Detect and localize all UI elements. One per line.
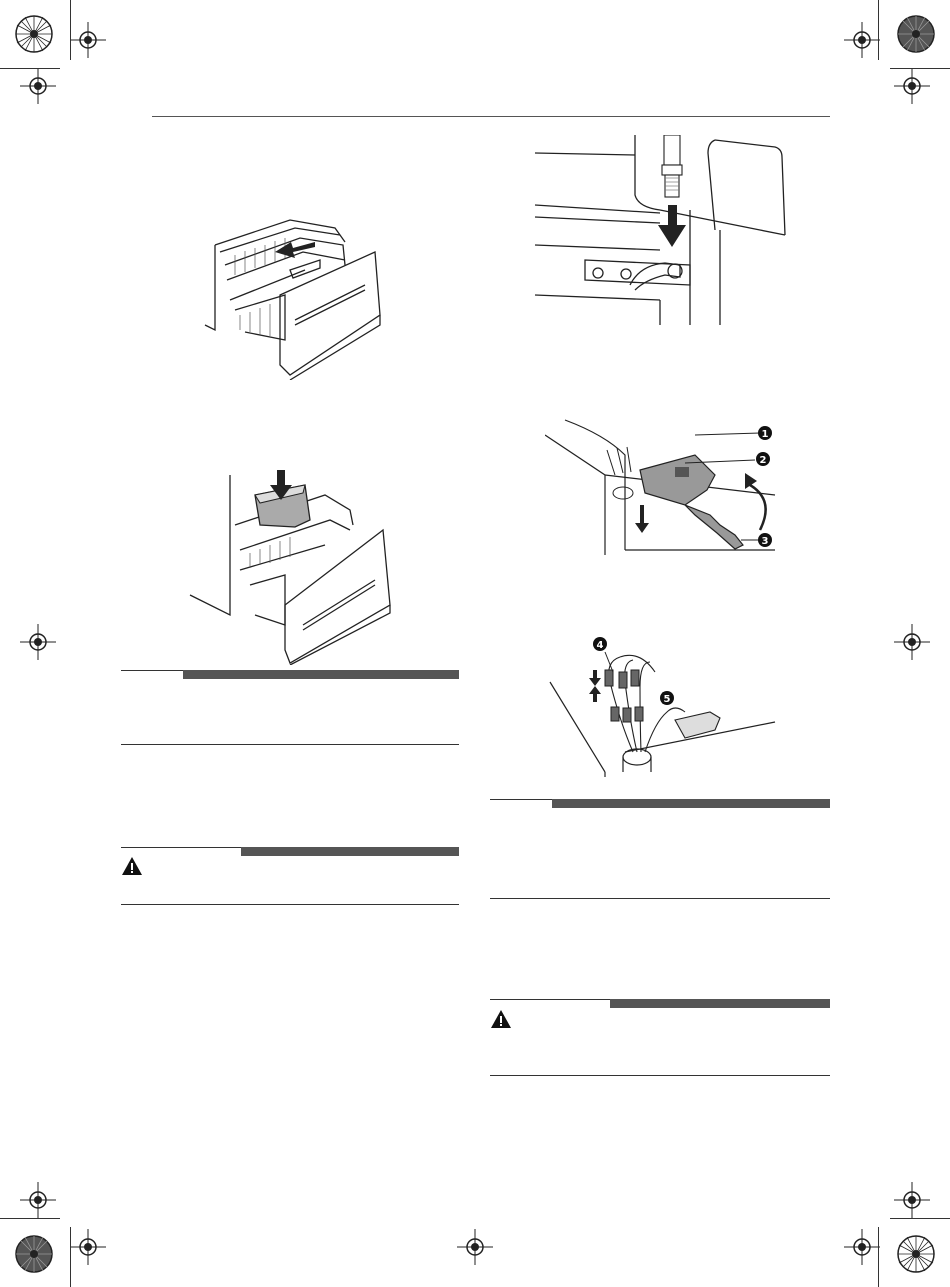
figure-hinge-cover [545, 415, 785, 560]
crop-line [70, 1227, 71, 1287]
callout-5: 5 [663, 694, 671, 705]
figure-water-line-connect [530, 135, 790, 330]
crosshair-mark-icon [70, 22, 106, 58]
note-section-bar [490, 799, 830, 809]
section-divider [121, 744, 459, 745]
crosshair-mark-icon [20, 1182, 56, 1218]
callout-3: 3 [761, 536, 769, 547]
section-divider [490, 1075, 830, 1076]
registration-rosette-icon [14, 14, 54, 54]
crosshair-mark-icon [20, 624, 56, 660]
crop-line [0, 68, 60, 69]
crop-line [878, 1227, 879, 1287]
warning-section-bar [121, 847, 459, 857]
figure-wire-connectors [545, 632, 780, 777]
crop-line [70, 0, 71, 60]
crosshair-mark-icon [70, 1229, 106, 1265]
warning-triangle-icon [121, 856, 143, 876]
warning-triangle-icon [490, 1009, 512, 1029]
crosshair-mark-icon [894, 624, 930, 660]
crop-line [0, 1218, 60, 1219]
crosshair-mark-icon [457, 1229, 493, 1265]
registration-rosette-icon [896, 14, 936, 54]
crop-line [890, 68, 950, 69]
figure-ice-bin-insert [185, 465, 395, 665]
section-divider [490, 898, 830, 899]
warning-section-bar [490, 999, 830, 1009]
registration-rosette-icon [14, 1234, 54, 1274]
crosshair-mark-icon [20, 68, 56, 104]
section-divider [121, 904, 459, 905]
callout-4: 4 [596, 640, 604, 651]
callout-2: 2 [759, 455, 767, 466]
crosshair-mark-icon [844, 1229, 880, 1265]
note-section-bar [121, 670, 459, 680]
callout-1: 1 [761, 429, 769, 440]
crosshair-mark-icon [844, 22, 880, 58]
registration-rosette-icon [896, 1234, 936, 1274]
crop-line [878, 0, 879, 60]
crop-line [890, 1218, 950, 1219]
crosshair-mark-icon [894, 1182, 930, 1218]
header-rule [152, 116, 830, 117]
crosshair-mark-icon [894, 68, 930, 104]
figure-crisper-drawer [195, 190, 385, 380]
